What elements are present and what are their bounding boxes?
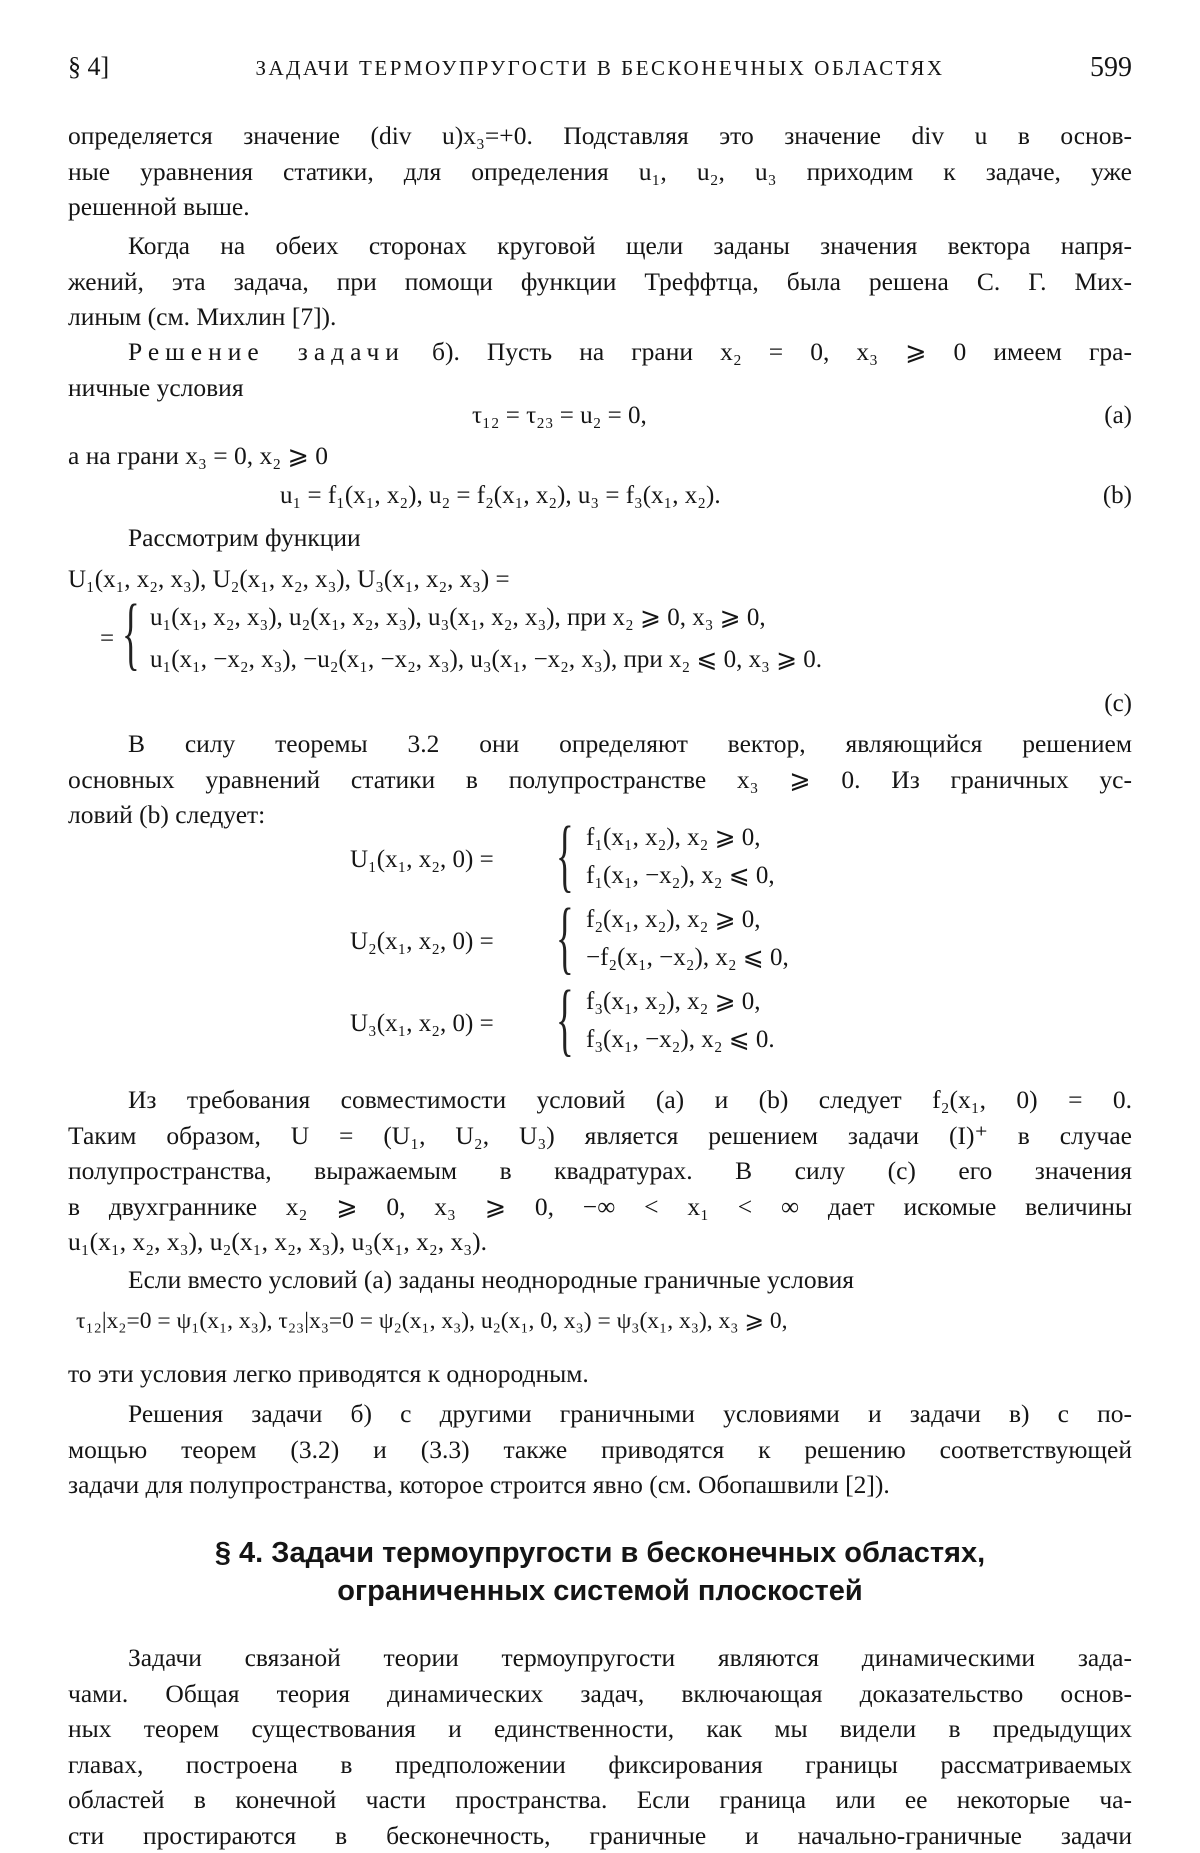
text-line: [68, 334, 1132, 370]
system-row: f₃(x₁, −x₂), x₂ ⩽ 0.: [586, 1022, 775, 1057]
equation-label-a: (a): [1104, 398, 1132, 433]
system-row: f₁(x₁, x₂), x₂ ⩾ 0,: [586, 820, 761, 855]
text-line: Рассмотрим функции: [68, 520, 1132, 556]
equation-c-row-1: u₁(x₁, x₂, x₃), u₂(x₁, x₂, x₃), u₃(x₁, x₂, x₃), при x₂ ⩾ 0, x₃ ⩾ 0,: [150, 600, 766, 635]
system-row: f₃(x₁, x₂), x₂ ⩾ 0,: [586, 984, 761, 1019]
text-line: линым (см. Михлин [7]).: [68, 299, 1132, 335]
text-line: В силу теоремы 3.2 они определяют вектор, являющийся решением: [68, 726, 1132, 762]
text-line: u₁(x₁, x₂, x₃), u₂(x₁, x₂, x₃), u₃(x₁, x₂, x₃).: [68, 1224, 1132, 1260]
left-brace: {: [556, 896, 574, 978]
heading-line: ограниченных системой плоскостей: [68, 1572, 1132, 1610]
text-line: в двухграннике x₂ ⩾ 0, x₃ ⩾ 0, −∞ < x₁ < ∞ дает искомые величины: [68, 1189, 1132, 1225]
paragraph-8: [68, 1396, 1132, 1503]
equation-b: u₁ = f₁(x₁, x₂), u₂ = f₂(x₁, x₂), u₃ = f₃(x₁, x₂).: [280, 478, 721, 513]
text-line: Когда на обеих сторонах круговой щели заданы значения вектора напря-: [68, 228, 1132, 264]
header-section-ref: § 4]: [68, 52, 109, 82]
equation-a: τ₁₂ = τ₂₃ = u₂ = 0,: [472, 398, 647, 433]
heading-line: § 4. Задачи термоупругости в бесконечных областях,: [68, 1534, 1132, 1572]
text-line: ные уравнения статики, для определения u₁, u₂, u₃ приходим к задаче, уже: [68, 154, 1132, 190]
text-line: областей в конечной части пространства. Если граница или ее некоторые ча-: [68, 1782, 1132, 1818]
system-row: f₁(x₁, −x₂), x₂ ⩽ 0,: [586, 858, 775, 893]
text-line: главах, построена в предположении фиксирования границы рассматриваемых: [68, 1747, 1132, 1783]
system-row: −f₂(x₁, −x₂), x₂ ⩽ 0,: [586, 940, 789, 975]
text-line: Из требования совместимости условий (a) и (b) следует f₂(x₁, 0) = 0.: [68, 1082, 1132, 1118]
equation-c-equals: =: [100, 621, 114, 656]
paragraph-1: [68, 118, 1132, 225]
equation-c-row-2: u₁(x₁, −x₂, x₃), −u₂(x₁, −x₂, x₃), u₃(x₁, −x₂, x₃), при x₂ ⩽ 0, x₃ ⩾ 0.: [150, 642, 822, 677]
text-line: ничные условия: [68, 370, 1132, 406]
page-number: 599: [1090, 52, 1132, 84]
equation-d: τ₁₂|x₂=0 = ψ₁(x₁, x₃), τ₂₃|x₃=0 = ψ₂(x₁, x₃), u₂(x₁, 0, x₃) = ψ₃(x₁, x₃), x₃ ⩾ 0,: [76, 1304, 788, 1339]
left-brace: {: [556, 814, 574, 896]
text-line: жений, эта задача, при помощи функции Треффтца, была решена С. Г. Мих-: [68, 264, 1132, 300]
text-line: задачи для полупространства, которое строится явно (см. Обопашвили [2]).: [68, 1467, 1132, 1503]
text-line: то эти условия легко приводятся к однородным.: [68, 1356, 1132, 1392]
system-row: f₂(x₁, x₂), x₂ ⩾ 0,: [586, 902, 761, 937]
system-lhs: U₂(x₁, x₂, 0) =: [350, 924, 494, 959]
left-brace: {: [122, 592, 140, 674]
text-line: определяется значение (div u)x₃=+0. Подставляя это значение div u в основ-: [68, 118, 1132, 154]
header-title: ЗАДАЧИ ТЕРМОУПРУГОСТИ В БЕСКОНЕЧНЫХ ОБЛАСТЯХ: [68, 56, 1132, 81]
text-fragment: б). Пусть на грани x₂ = 0, x₃ ⩾ 0 имеем гра-: [405, 337, 1132, 366]
system-lhs: U₁(x₁, x₂, 0) =: [350, 842, 494, 877]
text-line: мощью теорем (3.2) и (3.3) также приводятся к решению соответствующей: [68, 1432, 1132, 1468]
paragraph-2: [68, 228, 1132, 335]
running-header: [68, 52, 1132, 96]
text-line: ловий (b) следует:: [68, 797, 1132, 833]
text-line: ных теорем существования и единственности, как мы видели в предыдущих: [68, 1711, 1132, 1747]
paragraph-5: [68, 1082, 1132, 1260]
spaced-term: Решение задачи: [128, 337, 405, 366]
equation-label-c: (c): [1104, 686, 1132, 721]
text-line: а на грани x₃ = 0, x₂ ⩾ 0: [68, 438, 1132, 474]
text-line: полупространства, выражаемым в квадратурах. В силу (c) его значения: [68, 1153, 1132, 1189]
text-line: чами. Общая теория динамических задач, включающая доказательство основ-: [68, 1676, 1132, 1712]
text-line: Задачи связаной теории термоупругости являются динамическими зада-: [68, 1640, 1132, 1676]
text-line: основных уравнений статики в полупространстве x₃ ⩾ 0. Из граничных ус-: [68, 762, 1132, 798]
left-brace: {: [556, 978, 574, 1060]
equation-c-head: U₁(x₁, x₂, x₃), U₂(x₁, x₂, x₃), U₃(x₁, x₂, x₃) =: [68, 562, 510, 597]
paragraph-3: [68, 334, 1132, 405]
text-line: Таким образом, U = (U₁, U₂, U₃) является решением задачи (I)⁺ в случае: [68, 1118, 1132, 1154]
text-line: Решения задачи б) с другими граничными условиями и задачи в) с по-: [68, 1396, 1132, 1432]
text-line: решенной выше.: [68, 189, 1132, 225]
text-line: сти простираются в бесконечность, граничные и начально-граничные задачи: [68, 1818, 1132, 1853]
paragraph-4: [68, 726, 1132, 833]
section-heading: [68, 1534, 1132, 1610]
paragraph-9: [68, 1640, 1132, 1853]
system-lhs: U₃(x₁, x₂, 0) =: [350, 1006, 494, 1041]
equation-label-b: (b): [1103, 478, 1132, 513]
text-line: Если вместо условий (a) заданы неоднородные граничные условия: [68, 1262, 1132, 1298]
